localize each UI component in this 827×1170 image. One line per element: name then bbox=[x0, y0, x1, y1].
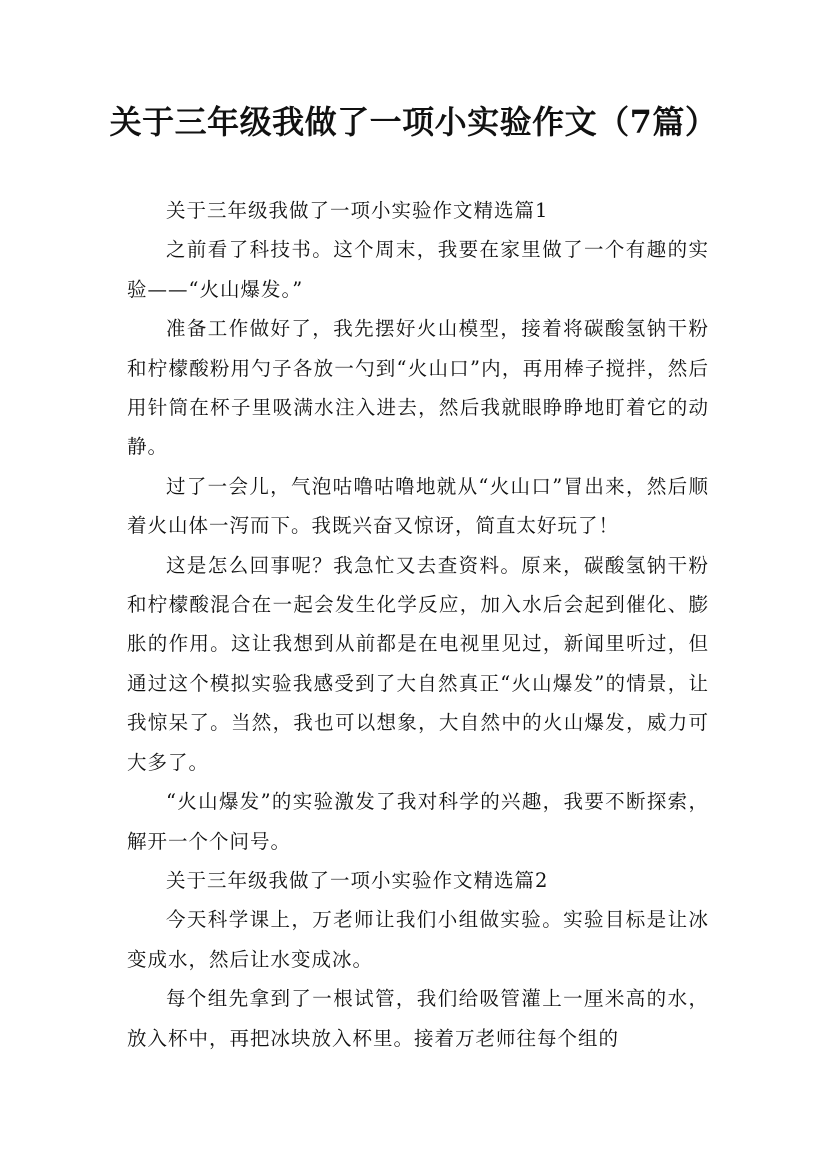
section-heading-1: 关于三年级我做了一项小实验作文精选篇1 bbox=[166, 199, 549, 222]
document-title: 关于三年级我做了一项小实验作文（7篇） bbox=[109, 103, 718, 141]
paragraph: 准备工作做好了，我先摆好火山模型，接着将碳酸氢钠干粉和柠檬酸粉用勺子各放一勺到“火山口”内，再用棒子搅拌，然后用针筒在杯子里吸满水注入进去，然后我就眼睁睁地盯着它的动静。 bbox=[127, 317, 709, 459]
paragraph: “火山爆发”的实验激发了我对科学的兴趣，我要不断探索，解开一个个问号。 bbox=[127, 790, 709, 853]
paragraph: 过了一会儿，气泡咕噜咕噜地就从“火山口”冒出来，然后顺着火山体一泻而下。我既兴奋又惊讶，简直太好玩了！ bbox=[127, 474, 709, 538]
paragraph: 今天科学课上，万老师让我们小组做实验。实验目标是让冰变成水，然后让水变成冰。 bbox=[127, 908, 709, 971]
document-body bbox=[127, 191, 709, 1058]
paragraph: 之前看了科技书。这个周末，我要在家里做了一个有趣的实验——“火山爆发。” bbox=[127, 238, 709, 301]
section-heading-2: 关于三年级我做了一项小实验作文精选篇2 bbox=[166, 868, 549, 892]
paragraph: 这是怎么回事呢？我急忙又去查资料。原来，碳酸氢钠干粉和柠檬酸混合在一起会发生化学反应，加入水后会起到催化、膨胀的作用。这让我想到从前都是在电视里见过，新闻里听过，但通过这个模拟实验我感受到了大自然真正“火山爆发”的情景，让我惊呆了。当然，我也可以想象，大自然中的火山爆发，威力可大多了。 bbox=[127, 553, 709, 774]
paragraph: 每个组先拿到了一根试管，我们给吸管灌上一厘米高的水，放入杯中，再把冰块放入杯里。接着万老师往每个组的 bbox=[127, 987, 709, 1050]
